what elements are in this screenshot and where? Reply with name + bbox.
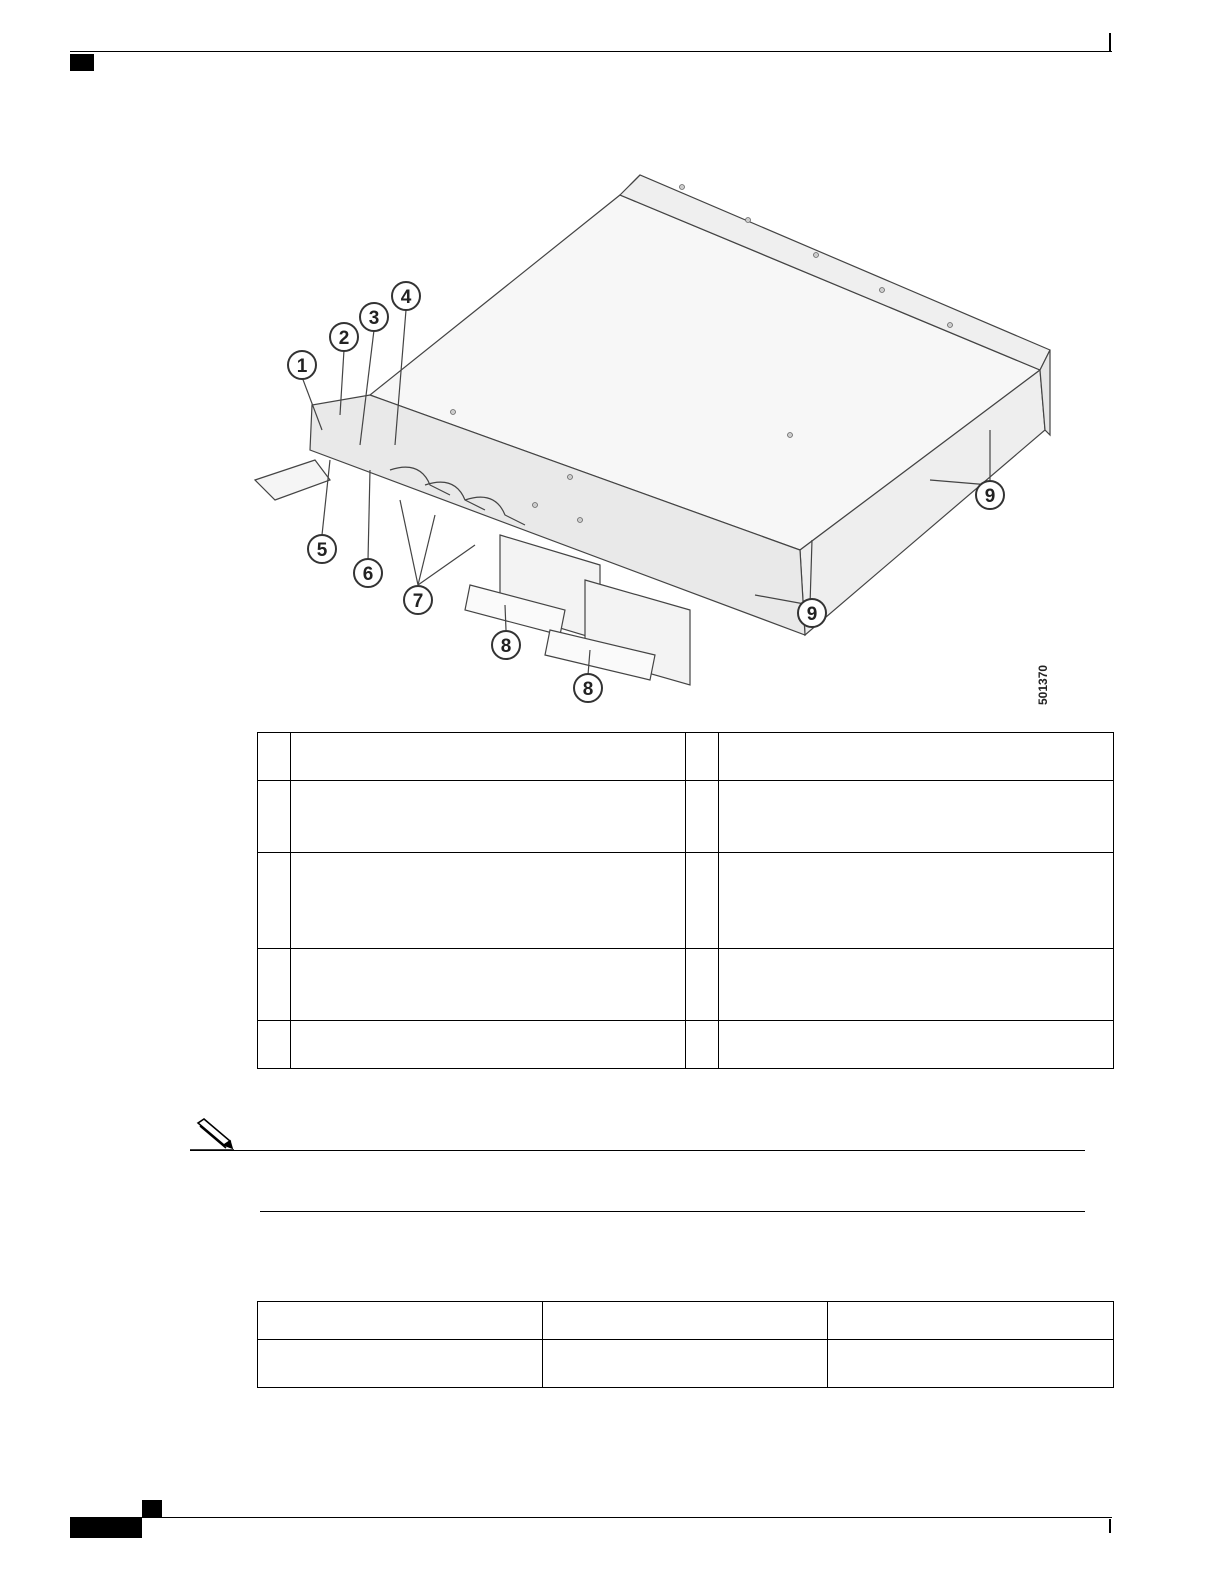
svg-text:9: 9 [984, 486, 996, 507]
table-row [258, 1021, 1114, 1069]
table-header-cell [258, 1302, 543, 1340]
table-cell [719, 733, 1114, 781]
table-cell [719, 949, 1114, 1021]
callout-5 [308, 535, 336, 563]
chassis-illustration [250, 165, 1060, 720]
table-cell [258, 781, 291, 853]
table-cell [291, 733, 686, 781]
table-cell [719, 853, 1114, 949]
callout-4 [392, 282, 420, 310]
callout-3 [360, 303, 388, 331]
callout-9a [976, 481, 1004, 509]
table-cell [686, 781, 719, 853]
svg-text:9: 9 [806, 604, 818, 625]
header-tick [1109, 33, 1111, 51]
table-cell [686, 1021, 719, 1069]
legend-table [257, 732, 1114, 1069]
table-row [258, 1340, 1114, 1388]
table-cell [258, 1021, 291, 1069]
table-row [258, 853, 1114, 949]
footer-tick [1109, 1519, 1111, 1533]
svg-text:6: 6 [362, 564, 374, 585]
table-cell [258, 949, 291, 1021]
table-cell [258, 853, 291, 949]
callout-8a [492, 631, 520, 659]
table-row [258, 781, 1114, 853]
table-cell [719, 781, 1114, 853]
note-rule-bottom [260, 1211, 1085, 1212]
callout-9b [798, 599, 826, 627]
table-header-cell [828, 1302, 1114, 1340]
svg-text:1: 1 [296, 356, 308, 377]
table-cell [686, 733, 719, 781]
table-row [258, 733, 1114, 781]
callout-7 [404, 586, 432, 614]
svg-text:2: 2 [338, 328, 350, 349]
pencil-note-icon [190, 1117, 234, 1151]
header-rule [70, 51, 1112, 52]
svg-text:8: 8 [500, 636, 512, 657]
table-header-cell [543, 1302, 828, 1340]
svg-text:3: 3 [368, 308, 380, 329]
footer-marker-small [142, 1500, 162, 1517]
table-cell [291, 853, 686, 949]
header-marker [70, 54, 94, 71]
table-header-row [258, 1302, 1114, 1340]
spec-table [257, 1301, 1114, 1388]
table-cell [258, 733, 291, 781]
note-rule-top [190, 1150, 1085, 1151]
callout-1 [288, 351, 316, 379]
callout-8b [574, 674, 602, 702]
callout-2 [330, 323, 358, 351]
table-cell [291, 781, 686, 853]
table-row [258, 949, 1114, 1021]
svg-text:5: 5 [316, 540, 328, 561]
figure-id-label: 501370 [1036, 664, 1050, 705]
svg-text:7: 7 [412, 591, 424, 612]
table-cell [291, 1021, 686, 1069]
table-cell [543, 1340, 828, 1388]
footer-page-tab [70, 1518, 142, 1538]
callout-6 [354, 559, 382, 587]
table-cell [719, 1021, 1114, 1069]
table-cell [828, 1340, 1114, 1388]
svg-text:4: 4 [400, 287, 412, 308]
table-cell [686, 949, 719, 1021]
table-cell [291, 949, 686, 1021]
footer-rule [70, 1517, 1112, 1518]
table-cell [258, 1340, 543, 1388]
svg-text:8: 8 [582, 679, 594, 700]
table-cell [686, 853, 719, 949]
